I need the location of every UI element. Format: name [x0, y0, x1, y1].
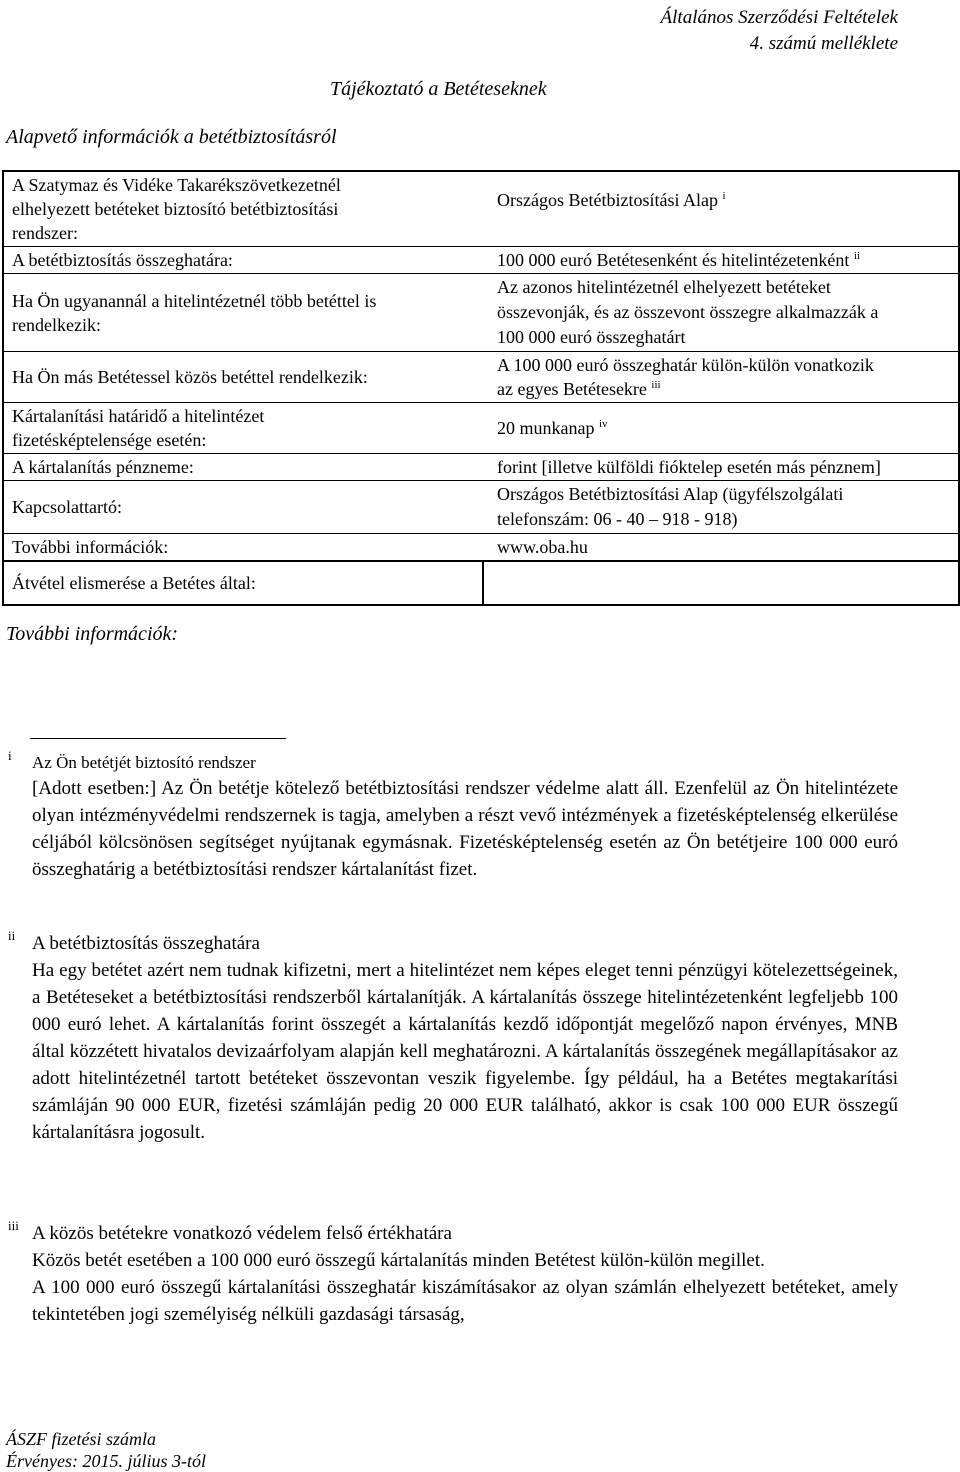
table-row — [3, 454, 959, 481]
table-row — [3, 534, 959, 562]
acknowledgement-label — [3, 561, 483, 605]
row-value — [483, 352, 959, 403]
value-line: telefonszám: 06 - 40 – 918 - 918) — [497, 509, 738, 529]
footnote-heading: Az Ön betétjét biztosító rendszer — [32, 753, 256, 772]
row-label — [3, 171, 483, 247]
footnote-marker: ii — [8, 928, 16, 943]
row-value — [483, 481, 959, 534]
header-line-1: Általános Szerződési Feltételek — [660, 7, 898, 28]
document-title: Tájékoztató a Betéteseknek — [330, 78, 547, 100]
row-value — [483, 403, 959, 454]
value-text: forint [illetve külföldi fióktelep esetén más pénznem] — [497, 457, 881, 477]
row-label — [3, 403, 483, 454]
signature-box[interactable] — [483, 561, 959, 605]
label-line: Ha Ön ugyanannál a hitelintézetnél több betéttel is — [12, 290, 377, 311]
value-line: összevonják, és az összevont összegre alkalmazzák a — [497, 302, 879, 322]
value-text: Országos Betétbiztosítási Alap — [497, 189, 718, 210]
table-row — [3, 481, 959, 534]
row-label — [3, 247, 483, 274]
footnote-paragraph: A 100 000 euró összegű kártalanítási összeghatár kiszámításakor az olyan számlán elhelyezett betéteket, amely tekintetében jogi személyiség nélküli gazdasági társaság, — [32, 1277, 898, 1325]
document-header — [661, 5, 898, 57]
table-row — [3, 403, 959, 454]
more-info-title: További információk: — [6, 623, 179, 645]
row-value — [483, 454, 959, 481]
footnote-ref: ii — [853, 250, 861, 262]
label-line: fizetésképtelensége esetén: — [12, 430, 207, 450]
value-line: A 100 000 euró összeghatár külön-külön vonatkozik — [497, 355, 874, 375]
section-title: Alapvető információk a betétbiztosításról — [6, 126, 337, 148]
value-line: az egyes Betétesekre — [497, 379, 647, 399]
footnote-heading: A közös betétekre vonatkozó védelem felső értékhatára — [32, 1223, 452, 1244]
label-line: Átvétel elismerése a Betétes által: — [12, 573, 256, 593]
row-value — [483, 171, 959, 247]
footnote-2 — [32, 930, 898, 1146]
label-line: rendszer: — [12, 223, 78, 243]
footnote-marker: iii — [8, 1218, 19, 1233]
footnote-divider — [30, 738, 286, 739]
footnote-paragraph: Közös betét esetében a 100 000 euró összegű kártalanítás minden Betétest külön-külön megillet. — [32, 1250, 765, 1271]
row-label — [3, 454, 483, 481]
footer-line-1: ÁSZF fizetési számla — [6, 1429, 157, 1449]
label-line: A Szatymaz és Vidéke Takarékszövetkezetnél — [12, 175, 341, 195]
footnote-paragraph: Ha egy betétet azért nem tudnak kifizetni, mert a hitelintézet nem képes eleget tenni pénzügyi kötelezettségeinek, a Betéteseket a betétbiztosítási rendszerből kártalanítják. A kártalanítás összege hitelintézetenként legfeljebb 100 000 euró lehet. A kártalanítás forint összegét a kártalanítás kezdő időpontját megelőző napon érvényes, MNB által közzétett hivatalos devizaárfolyam alapján kell meghatározni. A kártalanítás összegének megállapításakor az adott hitelintézetnél tartott betéteket összevontan veszik figyelembe. Így például, ha a Betétes megtakarítási számláján 90 000 EUR, fizetési számláján pedig 20 000 EUR található, akkor is csak 100 000 EUR összegű kártalanításra jogosult. — [32, 960, 898, 1143]
label-line: elhelyezett betéteket biztosító betétbiztosítási — [12, 199, 339, 219]
row-label — [3, 274, 483, 352]
value-line: 100 000 euró összeghatárt — [497, 327, 686, 347]
table-row — [3, 171, 959, 247]
label-line: A betétbiztosítás összeghatára: — [12, 250, 233, 270]
table-row — [3, 247, 959, 274]
value-text: 100 000 euró Betétesenként és hitelintézetenként — [497, 250, 850, 270]
row-label — [3, 481, 483, 534]
footnote-ref: iv — [598, 418, 608, 430]
label-line: rendelkezik: — [12, 314, 101, 335]
value-line: Országos Betétbiztosítási Alap (ügyfélszolgálati — [497, 484, 844, 504]
value-line: Az azonos hitelintézetnél elhelyezett betéteket — [497, 277, 831, 297]
label-line: Ha Ön más Betétessel közös betéttel rendelkezik: — [12, 367, 368, 387]
footnote-ref: iii — [651, 379, 661, 391]
footer-line-2: Érvényes: 2015. július 3-tól — [6, 1451, 206, 1471]
footnote-3 — [32, 1220, 898, 1328]
row-label — [3, 352, 483, 403]
label-line: További információk: — [12, 537, 169, 557]
row-value — [483, 534, 959, 562]
footnote-marker: i — [8, 748, 12, 763]
website-link[interactable]: www.oba.hu — [497, 537, 588, 557]
label-line: Kártalanítási határidő a hitelintézet — [12, 406, 265, 426]
deposit-insurance-info-table — [2, 170, 960, 606]
label-line: A kártalanítás pénzneme: — [12, 457, 194, 477]
row-value — [483, 247, 959, 274]
footnote-1 — [32, 751, 898, 883]
table-row — [3, 352, 959, 403]
table-row — [3, 561, 959, 605]
header-line-2: 4. számú melléklete — [749, 33, 898, 54]
label-line: Kapcsolattartó: — [12, 497, 122, 517]
value-text: 20 munkanap — [497, 418, 595, 438]
footnote-ref: i — [722, 189, 726, 202]
footnote-paragraph: [Adott esetben:] Az Ön betétje kötelező betétbiztosítási rendszer védelme alatt áll. Ezenfelül az Ön hitelintézete olyan intézményvédelmi rendszernek is tagja, amelyben a részt vevő intézmények a fizetésképtelenség elkerülése céljából kölcsönösen segítséget nyújtanak egymásnak. Fizetésképtelenség esetén az Ön betétjeire 100 000 euró összeghatárig a betétbiztosítási rendszer kártalanítást fizet. — [32, 778, 898, 880]
footnote-heading: A betétbiztosítás összeghatára — [32, 933, 260, 954]
row-label — [3, 534, 483, 562]
table-row — [3, 274, 959, 352]
page-footer — [6, 1428, 206, 1472]
row-value — [483, 274, 959, 352]
